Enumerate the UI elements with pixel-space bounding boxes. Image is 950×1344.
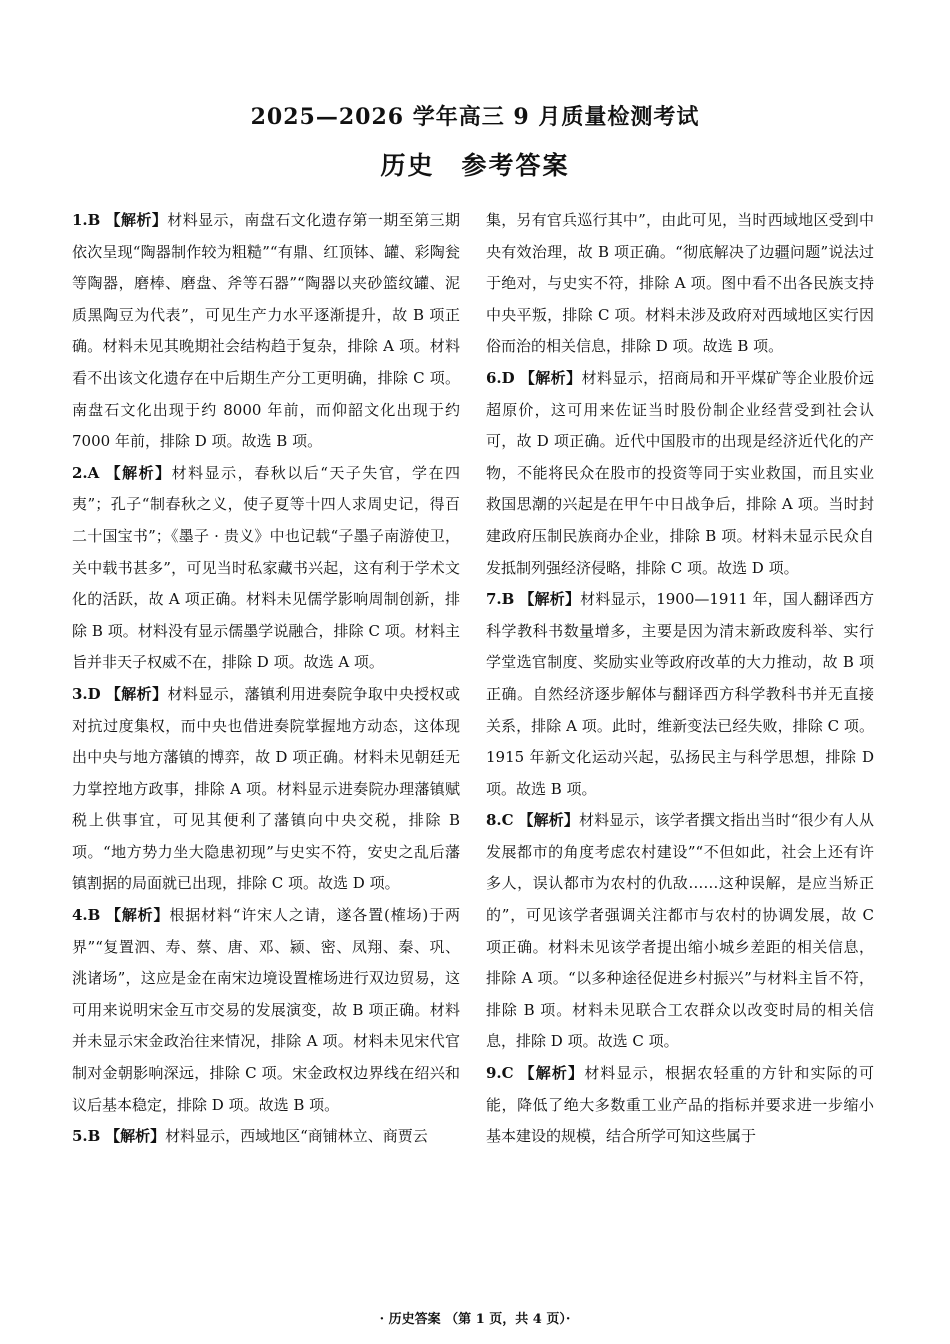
analysis-tag: 【解析】 [105, 1127, 166, 1146]
answer-item [72, 1121, 460, 1153]
analysis-tag: 【解析】 [105, 463, 172, 482]
answer-text: 材料显示，根据农轻重的方针和实际的可能，降低了绝大多数重工业产品的指标并要求进一步缩小基本建设的规模，结合所学可知这些属于 [486, 1064, 874, 1146]
analysis-tag: 【解析】 [519, 1064, 585, 1083]
analysis-tag: 【解析】 [105, 211, 168, 229]
answer-text: 根据材料“许宋人之请，遂各置(榷场)于两界”“复置泗、寿、蔡、唐、邓、颍、密、凤翔、秦、巩、洮诸场”，这应是金在南宋边境设置榷场进行双边贸易，这可用来说明宋金互市交易的发展演变，故 B 项正确。材料并未显示宋金政治往来情况，排除 A 项。材料未见宋代官制对金朝影响深远，排除 C 项。宋金政权边界线在绍兴和议后基本稳定，排除 D 项。故选 B 项。 [72, 906, 460, 1114]
answer-text: 材料显示，该学者撰文指出当时“很少有人从发展都市的角度考虑农村建设”“不但如此，社会上还有许多人，误认都市为农村的仇敌……这种误解，是应当矫正的”，可见该学者强调关注都市与农村的协调发展，故 C 项正确。材料未见该学者提出缩小城乡差距的相关信息，排除 A 项。“以多种途径促进乡村振兴”与材料主旨不符，排除 B 项。材料未见联合工农群众以改变时局的相关信息，排除 D 项。故选 C 项。 [486, 811, 874, 1051]
answer-text: 材料显示，西域地区“商铺林立、商贾云 [165, 1127, 428, 1146]
answer-number: 7.B [486, 590, 515, 609]
answer-item [486, 584, 874, 805]
answer-item [486, 805, 874, 1058]
answer-number: 9.C [486, 1064, 514, 1083]
answer-text: 材料显示，南盘石文化遗存第一期至第三期依次呈现“陶器制作较为粗糙”“有鼎、红顶钵、罐、彩陶瓮等陶器，磨棒、磨盘、斧等石器”“陶器以夹砂篮纹罐、泥质黑陶豆为代表”，可见生产力水平逐渐提升，故 B 项正确。材料未见其晚期社会结构趋于复杂，排除 A 项。材料看不出该文化遗存在中后期生产分工更明确，排除 C 项。南盘石文化出现于约 8000 年前，而仰韶文化出现于约 7000 年前，排除 D 项。故选 B 项。 [72, 211, 460, 451]
page-footer: · 历史答案 （第 1 页，共 4 页）· [379, 1312, 571, 1327]
analysis-tag: 【解析】 [105, 684, 168, 703]
answer-number: 4.B [72, 906, 101, 925]
answer-number: 1.B [72, 211, 101, 229]
answer-number: 6.D [486, 368, 515, 387]
answer-text: 材料显示，1900—1911 年，国人翻译西方科学教科书数量增多，主要是因为清末新政废科举、实行学堂选官制度、奖励实业等政府改革的大力推动，故 B 项正确。自然经济逐步解体与翻译西方科学教科书并无直接关系，排除 A 项。此时，维新变法已经失败，排除 C 项。1915 年新文化运动兴起，弘扬民主与科学思想，排除 D 项。故选 B 项。 [486, 590, 874, 798]
answer-text: 材料显示，春秋以后“天子失官，学在四夷”；孔子“制春秋之义，使子夏等十四人求周史记，得百二十国宝书”；《墨子 · 贵义》中也记载“子墨子南游使卫，关中载书甚多”，可见当时私家藏书兴起，这有利于学术文化的活跃，故 A 项正确。材料未见儒学影响周制创新，排除 B 项。材料没有显示儒墨学说融合，排除 C 项。材料主旨并非天子权威不在，排除 D 项。故选 A 项。 [72, 463, 460, 672]
analysis-tag: 【解析】 [519, 590, 581, 609]
answer-item [486, 363, 874, 584]
answer-item [486, 1058, 874, 1153]
analysis-tag: 【解析】 [518, 811, 579, 830]
answer-item [72, 205, 460, 458]
answer-text: 材料显示，招商局和开平煤矿等企业股价远超原价，这可用来佐证当时股份制企业经营受到社会认可，故 D 项正确。近代中国股市的出现是经济近代化的产物，不能将民众在股市的投资等同于实业救国，而且实业救国思潮的兴起是在甲午中日战争后，排除 A 项。当时封建政府压制民族商办企业，排除 B 项。材料未显示民众自发抵制列强经济侵略，排除 C 项。故选 D 项。 [486, 368, 874, 577]
analysis-tag: 【解析】 [519, 368, 582, 387]
answer-text: 集，另有官兵巡行其中”，由此可见，当时西域地区受到中央有效治理，故 B 项正确。“彻底解决了边疆问题”说法过于绝对，与史实不符，排除 A 项。图中看不出各民族支持中央平叛，排除 C 项。材料未涉及政府对西域地区实行因俗而治的相关信息，排除 D 项。故选 B 项。 [486, 211, 874, 356]
page-subtitle: 历史 参考答案 [380, 151, 570, 180]
answer-number: 5.B [72, 1127, 101, 1146]
answer-text: 材料显示，藩镇利用进奏院争取中央授权或对抗过度集权，而中央也借进奏院掌握地方动态，这体现出中央与地方藩镇的博弈，故 D 项正确。材料未见朝廷无力掌控地方政事，排除 A 项。材料显示进奏院办理藩镇赋税上供事宜，可见其便利了藩镇向中央交税，排除 B 项。“地方势力坐大隐患初现”与史实不符，安史之乱后藩镇割据的局面就已出现，排除 C 项。故选 D 项。 [72, 684, 460, 893]
analysis-tag: 【解析】 [105, 906, 170, 925]
answer-item-continued [486, 205, 874, 363]
left-column [72, 205, 460, 1153]
answer-number: 2.A [72, 463, 100, 482]
answer-item [72, 900, 460, 1121]
answer-number: 3.D [72, 684, 101, 703]
page-title: 2025—2026 学年高三 9 月质量检测考试 [250, 104, 700, 130]
answer-number: 8.C [486, 811, 514, 830]
answer-item [72, 458, 460, 679]
answer-item [72, 679, 460, 900]
right-column [486, 205, 874, 1153]
